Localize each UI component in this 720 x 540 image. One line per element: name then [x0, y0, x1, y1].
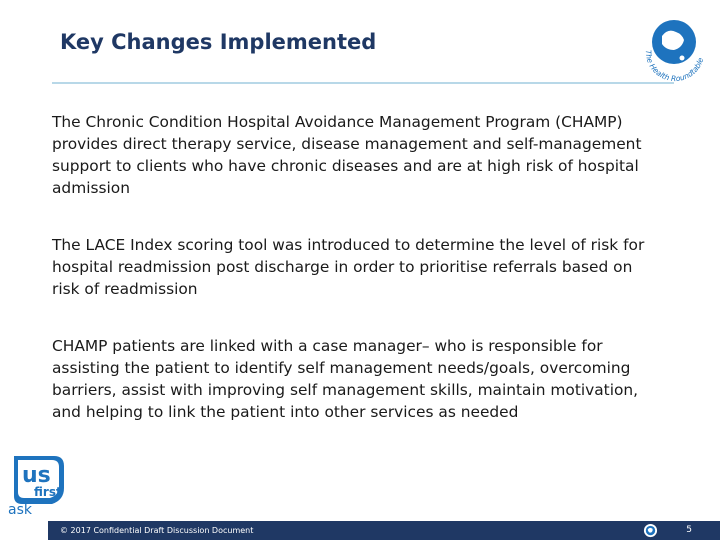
paragraph-case-manager: CHAMP patients are linked with a case manager– who is responsible for assisting the patient to identify self management needs/goals, overcoming barriers, assist with improving self management skills, maintain motivation, and helping to link the patient into other services as needed [52, 337, 639, 421]
logo-us-text: us [22, 463, 51, 488]
us-first-ask-logo [6, 452, 72, 518]
page-title: Key Changes Implemented [60, 30, 377, 54]
logo-text: The Health Roundtable [643, 49, 706, 82]
page-number: 5 [686, 525, 692, 535]
footer-bar [48, 521, 720, 540]
paragraph-champ: The Chronic Condition Hospital Avoidance Management Program (CHAMP) provides direct therapy service, disease management and self-management support to clients who have chronic diseases and are at high risk of hospital admission [52, 113, 642, 197]
logo-first-text: first [34, 485, 62, 499]
paragraph-lace-index: The LACE Index scoring tool was introduced to determine the level of risk for hospital readmission post discharge in order to prioritise referrals based on risk of readmission [52, 236, 645, 298]
footer-text: © 2017 Confidential Draft Discussion Document [60, 526, 254, 535]
globe-small-icon [643, 523, 658, 538]
globe-logo-icon [638, 10, 710, 82]
logo-ask-text: ask [8, 502, 32, 518]
title-divider [52, 82, 674, 84]
